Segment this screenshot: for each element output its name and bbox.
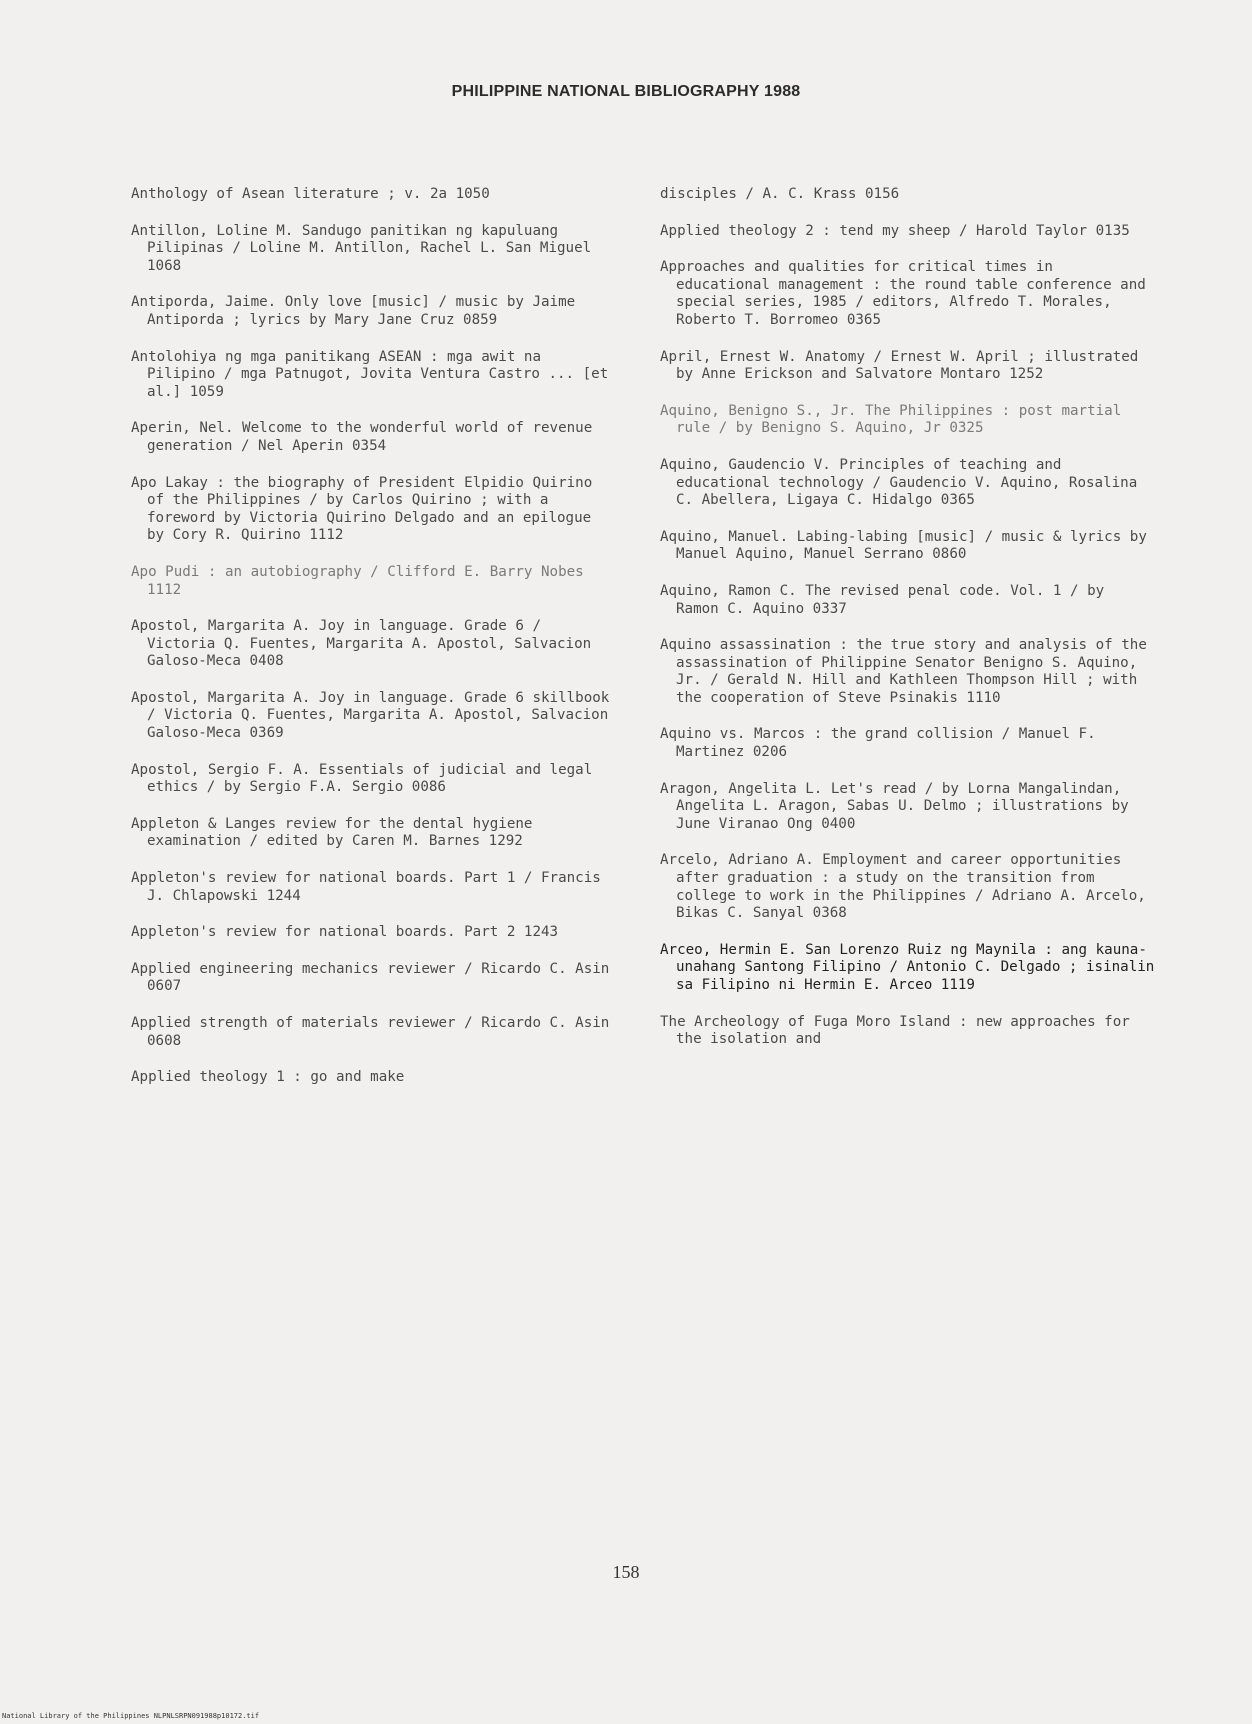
bibliography-entry: Apostol, Margarita A. Joy in language. Grade 6 skillbook / Victoria Q. Fuentes, Margarita A. Apostol, Salvacion Galoso-Meca 0369 [131,689,610,742]
bibliography-entry: Appleton's review for national boards. Part 1 / Francis J. Chlapowski 1244 [131,870,601,904]
bibliography-entry: Applied engineering mechanics reviewer / Ricardo C. Asin 0607 [131,960,610,995]
bibliography-entry: Aquino vs. Marcos : the grand collision / Manuel F. Martinez 0206 [660,726,1096,761]
bibliography-entry: Antiporda, Jaime. Only love [music] / music by Jaime Antiporda ; lyrics by Mary Jane Cruz 0859 [131,294,576,328]
bibliography-entry: Apostol, Sergio F. A. Essentials of judicial and legal ethics / by Sergio F.A. Sergio 0086 [131,761,593,796]
bibliography-entry: Aperin, Nel. Welcome to the wonderful world of revenue generation / Nel Aperin 0354 [131,420,593,454]
bibliography-entry: Aquino, Manuel. Labing-labing [music] / music & lyrics by Manuel Aquino, Manuel Serrano 0860 [660,528,1147,563]
bibliography-entry: Appleton & Langes review for the dental hygiene examination / edited by Caren M. Barnes 1292 [131,815,533,850]
bibliography-entry: Applied theology 1 : go and make [131,1069,405,1086]
bibliography-entry: Approaches and qualities for critical times in educational management : the round table conference and special series, 1985 / editors, Alfredo T. Morales, Roberto T. Borromeo 0365 [660,259,1146,328]
bibliography-entry: Applied theology 2 : tend my sheep / Harold Taylor 0135 [660,222,1130,239]
bibliography-entry: Aquino, Benigno S., Jr. The Philippines : post martial rule / by Benigno S. Aquino, Jr 0325 [660,402,1122,437]
bibliography-entry: Aquino, Ramon C. The revised penal code. Vol. 1 / by Ramon C. Aquino 0337 [660,582,1105,617]
bibliography-entry: Antolohiya ng mga panitikang ASEAN : mga awit na Pilipino / mga Patnugot, Jovita Ventura Castro ... [et al.] 1059 [131,348,609,400]
bibliography-entry: Apostol, Margarita A. Joy in language. Grade 6 / Victoria Q. Fuentes, Margarita A. Apostol, Salvacion Galoso-Meca 0408 [131,618,592,670]
bibliography-entry: Appleton's review for national boards. Part 2 1243 [131,924,559,941]
bibliography-entry: Aquino, Gaudencio V. Principles of teaching and educational technology / Gaudencio V. Aquino, Rosalina C. Abellera, Ligaya C. Hidalgo 0365 [660,456,1138,509]
bibliography-entry: Arcelo, Adriano A. Employment and career opportunities after graduation : a study on the transition from college to work in the Philippines / Adriano A. Arcelo, Bikas C. Sanyal 0368 [660,852,1146,922]
bibliography-entry: Apo Lakay : the biography of President Elpidio Quirino of the Philippines / by Carlos Quirino ; with a foreword by Victoria Quirino Delgado and an epilogue by Cory R. Quirino 1112 [131,474,593,544]
page-title: PHILIPPINE NATIONAL BIBLIOGRAPHY 1988 [451,83,801,100]
bibliography-entry: April, Ernest W. Anatomy / Ernest W. April ; illustrated by Anne Erickson and Salvatore Montaro 1252 [660,348,1139,383]
bibliography-entry: disciples / A. C. Krass 0156 [660,186,900,202]
right-column [660,186,1155,1068]
bibliography-entry: Antillon, Loline M. Sandugo panitikan ng kapuluang Pilipinas / Loline M. Antillon, Rachel L. San Miguel 1068 [131,222,592,274]
bibliography-entry: Anthology of Asean literature ; v. 2a 1050 [131,186,490,202]
bibliography-entry: Aquino assassination : the true story and analysis of the assassination of Philippine Senator Benigno S. Aquino, Jr. / Gerald N. Hill and Kathleen Thompson Hill ; with the cooperation of Steve Psinakis 1110 [660,637,1147,706]
page-number: 158 [612,1562,640,1582]
bibliography-entry: Apo Pudi : an autobiography / Clifford E. Barry Nobes 1112 [131,563,584,598]
bibliography-entry: Arceo, Hermin E. San Lorenzo Ruiz ng Maynila : ang kauna-unahang Santong Filipino / Antonio C. Delgado ; isinalin sa Filipino ni Hermin E. Arceo 1119 [660,941,1155,993]
bibliography-entry: The Archeology of Fuga Moro Island : new approaches for the isolation and [660,1013,1130,1048]
scan-footer: National Library of the Philippines NLPNLSRPN091988p10172.tif [2,1712,260,1720]
left-column [131,186,611,1106]
bibliography-entry: Aragon, Angelita L. Let's read / by Lorna Mangalindan, Angelita L. Aragon, Sabas U. Delmo ; illustrations by June Viranao Ong 0400 [660,780,1129,832]
bibliography-entry: Applied strength of materials reviewer / Ricardo C. Asin 0608 [131,1015,610,1049]
